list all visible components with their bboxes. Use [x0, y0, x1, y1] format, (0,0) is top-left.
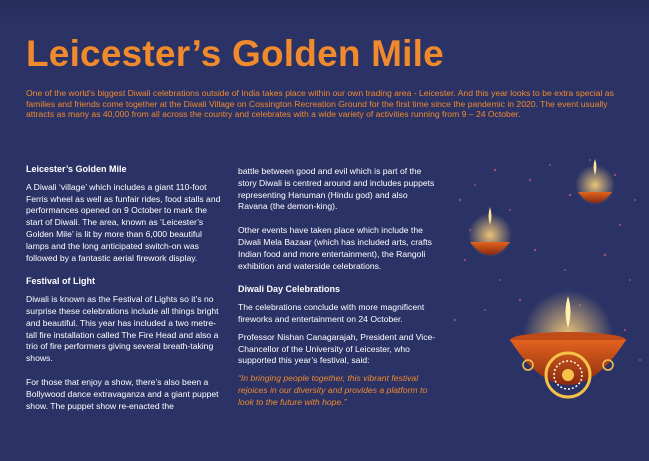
paragraph: Other events have taken place which include the Diwali Mela Bazaar (which has included arts, crafts Indian food and more entertainment), the Rangoli exhibition and waterside celebrations.	[238, 225, 432, 271]
section-heading-golden-mile: Leicester’s Golden Mile	[26, 164, 127, 174]
paragraph: Diwali is known as the Festival of Lights so it’s no surprise these celebrations include all things bright and beautiful. This year has included a two metre-tall fire installation called The Fire Head and also a trio of fire performers giving several breath-taking shows.	[26, 294, 219, 364]
section-heading-diwali-day: Diwali Day Celebrations	[238, 284, 341, 295]
paragraph: For those that enjoy a show, there’s also been a Bollywood dance extravaganza and a giant puppet show. The puppet show re-enacted the	[26, 376, 219, 411]
article-column-2	[238, 166, 438, 409]
diya-lamps-icon	[440, 140, 649, 461]
article-column-1	[26, 164, 226, 424]
intro-paragraph: One of the world’s biggest Diwali celebrations outside of India takes place within our own trading area - Leicester. And this year looks to be extra special as families and friends come together at the Diwali Village on Cossington Recreation Ground for the first time since the pandemic in 2020. The event usually attracts as many as 40,000 from all across the country and celebrates with a wide variety of activities running from 9 – 24 October.	[26, 88, 614, 119]
paragraph: Professor Nishan Canagarajah, President and Vice-Chancellor of the University of Leicester, who supported this year’s festival, said:	[238, 331, 436, 366]
paragraph: The celebrations conclude with more magnificent fireworks and entertainment on 24 October.	[238, 302, 425, 324]
section-heading-festival-of-light: Festival of Light	[26, 276, 96, 287]
paragraph: battle between good and evil which is part of the story Diwali is centred around and includes puppets representing Hanuman (Hindu god) and also Ravana (the demon-king).	[238, 166, 435, 212]
quote: “In bringing people together, this vibrant festival rejoices in our diversity and provides a platform to look to the future with hope.”	[238, 373, 428, 407]
top-band	[0, 0, 649, 26]
page-title: Leicester’s Golden Mile	[26, 33, 444, 74]
paragraph: A Diwali ‘village’ which includes a giant 110-foot Ferris wheel as well as funfair rides, food stalls and performances opened on 9 October to mark the start of Diwali. The area, known as ‘Leicester’s Golden Mile’ is lit by more than 6,000 beautiful lamps and the long anticipated switch-on was followed by a fantastic aerial firework display.	[26, 181, 221, 263]
